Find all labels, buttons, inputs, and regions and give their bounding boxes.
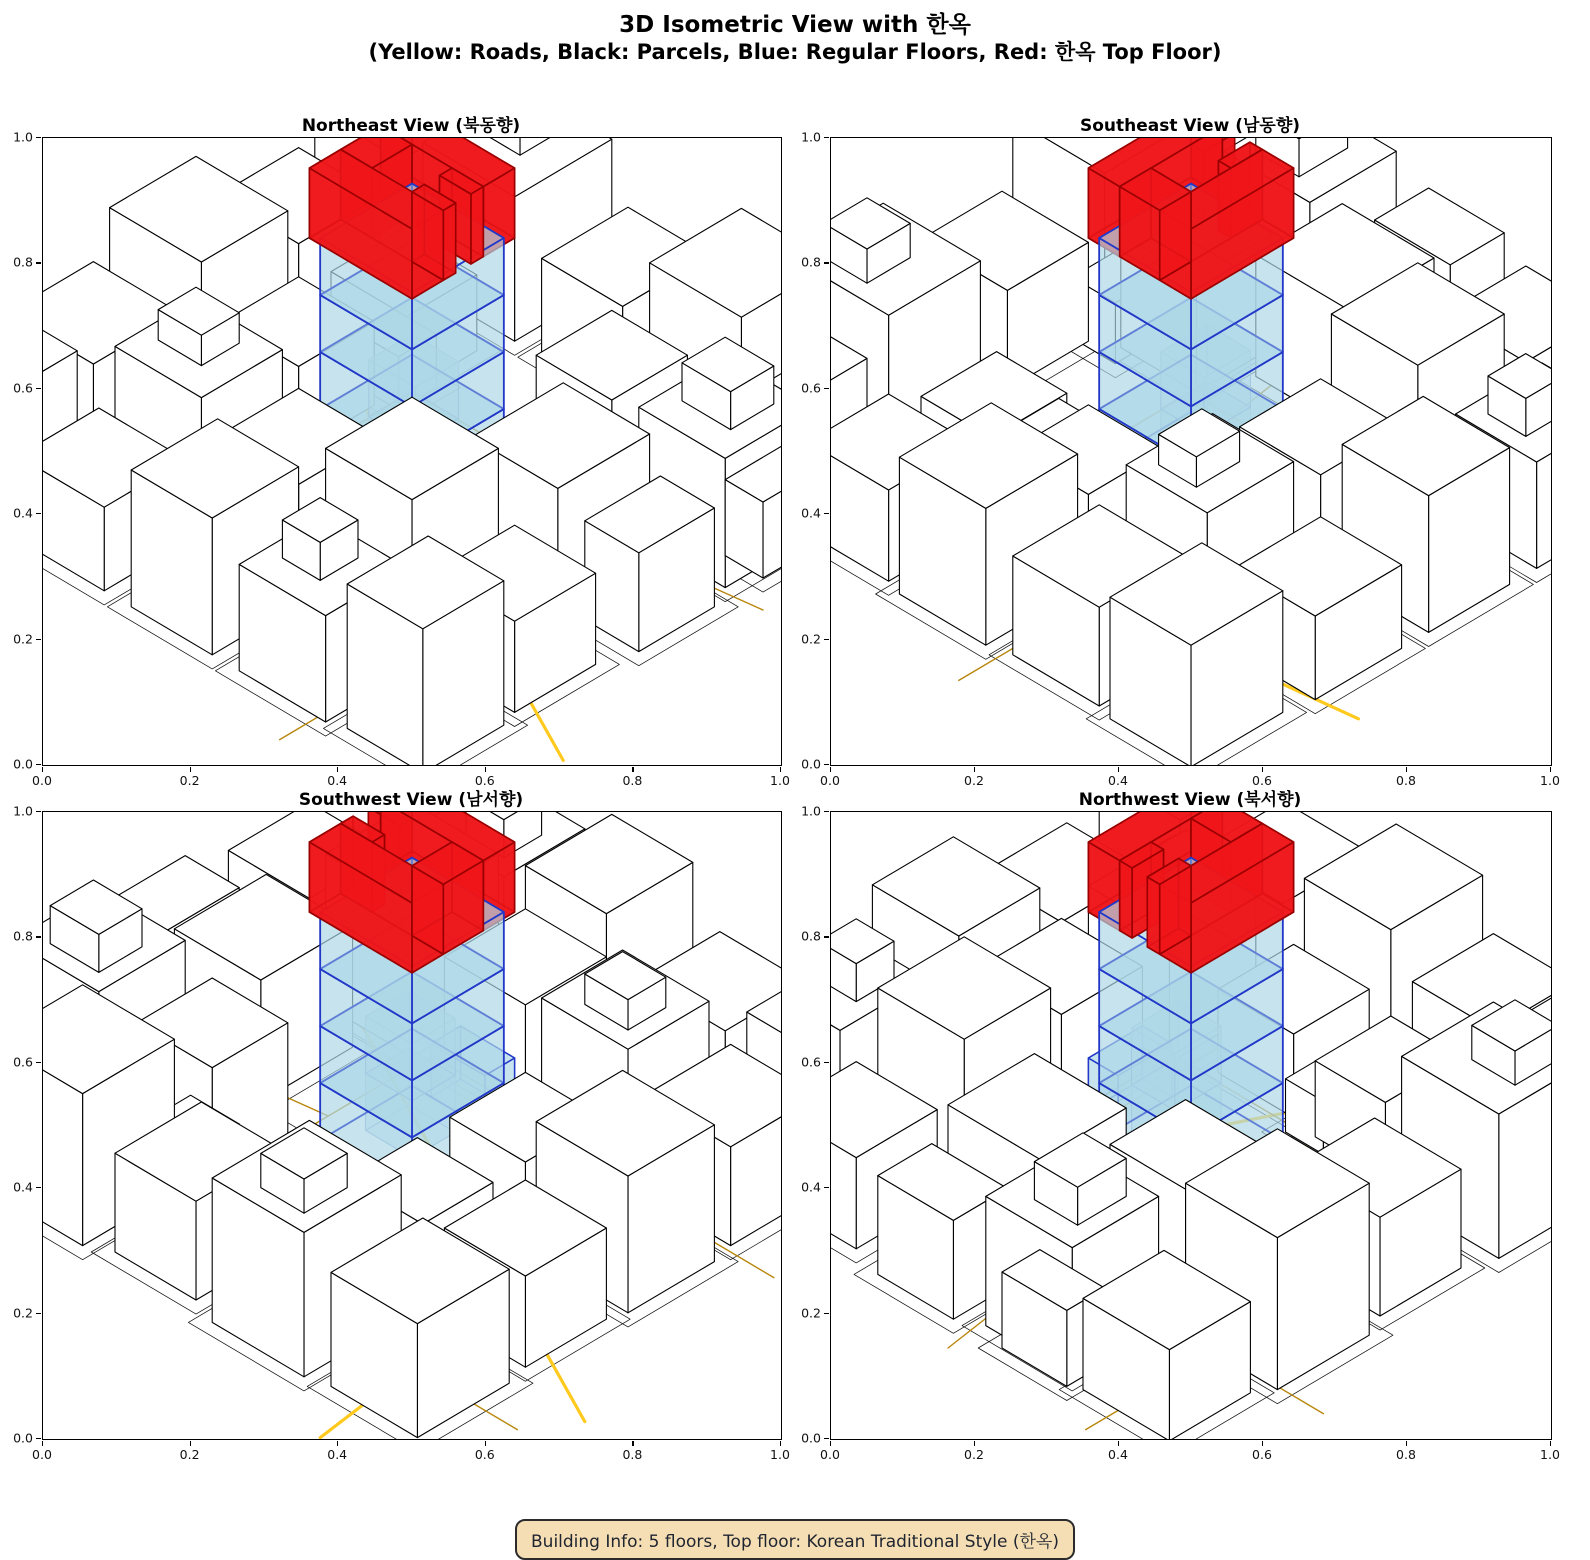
y-tick-label: 0.6 [13,1054,33,1070]
x-tick-mark [974,1441,975,1446]
x-tick-mark [485,1441,486,1446]
scene-buildings [831,812,1551,1439]
x-tick-label: 0.6 [1252,773,1272,788]
scene-buildings [43,138,781,765]
y-tick-label: 0.8 [801,928,821,944]
x-tick-mark [1262,1441,1263,1446]
x-tick-label: 0.0 [32,1447,52,1462]
figure-title: 3D Isometric View with 한옥 [619,12,971,38]
y-tick-mark [824,513,829,514]
scene-southeast [831,138,1551,765]
x-tick-label: 0.2 [964,1447,984,1462]
x-tick-label: 0.8 [622,1447,643,1462]
y-tick-label: 1.0 [13,129,33,145]
view-canvas-southeast [830,137,1552,766]
x-tick-mark [1118,1441,1119,1446]
y-tick-label: 0.0 [13,1430,33,1446]
y-tick-mark [824,1062,829,1063]
x-tick-mark [485,767,486,772]
y-tick-mark [824,936,829,937]
y-tick-label: 0.6 [801,1054,821,1070]
scene-buildings [43,812,781,1438]
view-canvas-northwest [830,811,1552,1440]
y-tick-mark [824,137,829,138]
subplot-southwest [13,785,790,1462]
y-tick-label: 0.4 [801,1179,821,1195]
y-tick-label: 1.0 [801,129,821,145]
x-tick-mark [1118,767,1119,772]
y-tick-mark [36,1062,41,1063]
y-tick-label: 0.0 [801,1430,821,1446]
y-tick-label: 1.0 [801,803,821,819]
y-tick-mark [824,1438,829,1439]
subplot-title-southwest: Southwest View (남서향) [298,790,524,810]
y-tick-mark [824,811,829,812]
x-tick-mark [1406,1441,1407,1446]
x-tick-label: 0.2 [179,1447,200,1462]
view-canvas-southwest [42,811,782,1440]
view-canvas-northeast [42,137,782,766]
scene-northeast [43,138,781,765]
x-tick-label: 0.8 [1396,773,1416,788]
x-tick-label: 0.2 [179,773,200,788]
x-tick-mark [780,1441,781,1446]
x-tick-mark [830,1441,831,1446]
y-tick-mark [36,1438,41,1439]
x-tick-label: 0.2 [964,773,984,788]
x-tick-mark [780,767,781,772]
subplot-northeast [13,111,790,788]
x-tick-mark [42,1441,43,1446]
y-tick-label: 0.2 [801,631,821,647]
scene-southwest [43,812,781,1439]
y-tick-mark [36,137,41,138]
y-tick-label: 0.0 [801,756,821,772]
x-tick-label: 1.0 [1540,1447,1560,1462]
x-tick-mark [974,767,975,772]
x-tick-label: 0.8 [1396,1447,1416,1462]
x-tick-mark [42,767,43,772]
x-tick-mark [1406,767,1407,772]
y-tick-mark [36,1187,41,1188]
y-tick-mark [824,262,829,263]
x-tick-mark [190,1441,191,1446]
y-tick-mark [36,1313,41,1314]
y-tick-mark [824,764,829,765]
x-tick-mark [190,767,191,772]
x-tick-mark [1550,767,1551,772]
y-tick-mark [36,639,41,640]
x-tick-label: 0.0 [820,773,840,788]
y-tick-label: 0.8 [13,928,33,944]
y-tick-label: 0.4 [13,1179,33,1195]
y-tick-label: 0.2 [13,631,33,647]
subplot-title-southeast: Southeast View (남동향) [1079,116,1301,136]
x-tick-label: 0.0 [32,773,52,788]
y-tick-mark [36,764,41,765]
x-tick-label: 0.4 [327,773,348,788]
x-tick-mark [830,767,831,772]
y-tick-label: 0.4 [13,505,33,521]
y-tick-mark [824,1313,829,1314]
y-tick-mark [36,262,41,263]
y-tick-label: 1.0 [13,803,33,819]
x-tick-mark [337,767,338,772]
y-tick-mark [36,936,41,937]
y-tick-mark [824,1187,829,1188]
y-tick-label: 0.4 [801,505,821,521]
subplot-title-northeast: Northeast View (북동향) [301,116,521,136]
y-tick-mark [36,388,41,389]
x-tick-label: 0.6 [474,773,495,788]
x-tick-label: 0.4 [1108,773,1128,788]
y-tick-label: 0.2 [801,1305,821,1321]
x-tick-label: 1.0 [1540,773,1560,788]
scene-buildings [831,138,1551,765]
y-tick-label: 0.6 [801,380,821,396]
x-tick-label: 0.4 [327,1447,348,1462]
y-tick-mark [824,388,829,389]
x-tick-label: 0.6 [1252,1447,1272,1462]
subplot-southeast [801,111,1560,788]
x-tick-mark [1550,1441,1551,1446]
x-tick-label: 1.0 [770,1447,790,1462]
y-tick-label: 0.6 [13,380,33,396]
subplot-title-northwest: Northwest View (북서향) [1078,790,1302,810]
x-tick-mark [1262,767,1263,772]
subplot-northwest [801,785,1560,1462]
y-tick-label: 0.8 [13,254,33,270]
building-info-badge: Building Info: 5 floors, Top floor: Korean Traditional Style (한옥) [515,1519,1075,1560]
x-tick-mark [337,1441,338,1446]
x-tick-label: 0.8 [622,773,643,788]
y-tick-label: 0.2 [13,1305,33,1321]
x-tick-mark [632,1441,633,1446]
x-tick-label: 0.0 [820,1447,840,1462]
x-tick-label: 0.4 [1108,1447,1128,1462]
x-tick-mark [632,767,633,772]
x-tick-label: 0.6 [474,1447,495,1462]
y-tick-mark [36,811,41,812]
x-tick-label: 1.0 [770,773,790,788]
y-tick-mark [36,513,41,514]
scene-northwest [831,812,1551,1439]
y-tick-label: 0.8 [801,254,821,270]
figure-subtitle: (Yellow: Roads, Black: Parcels, Blue: Regular Floors, Red: 한옥 Top Floor) [368,40,1222,64]
y-tick-mark [824,639,829,640]
y-tick-label: 0.0 [13,756,33,772]
